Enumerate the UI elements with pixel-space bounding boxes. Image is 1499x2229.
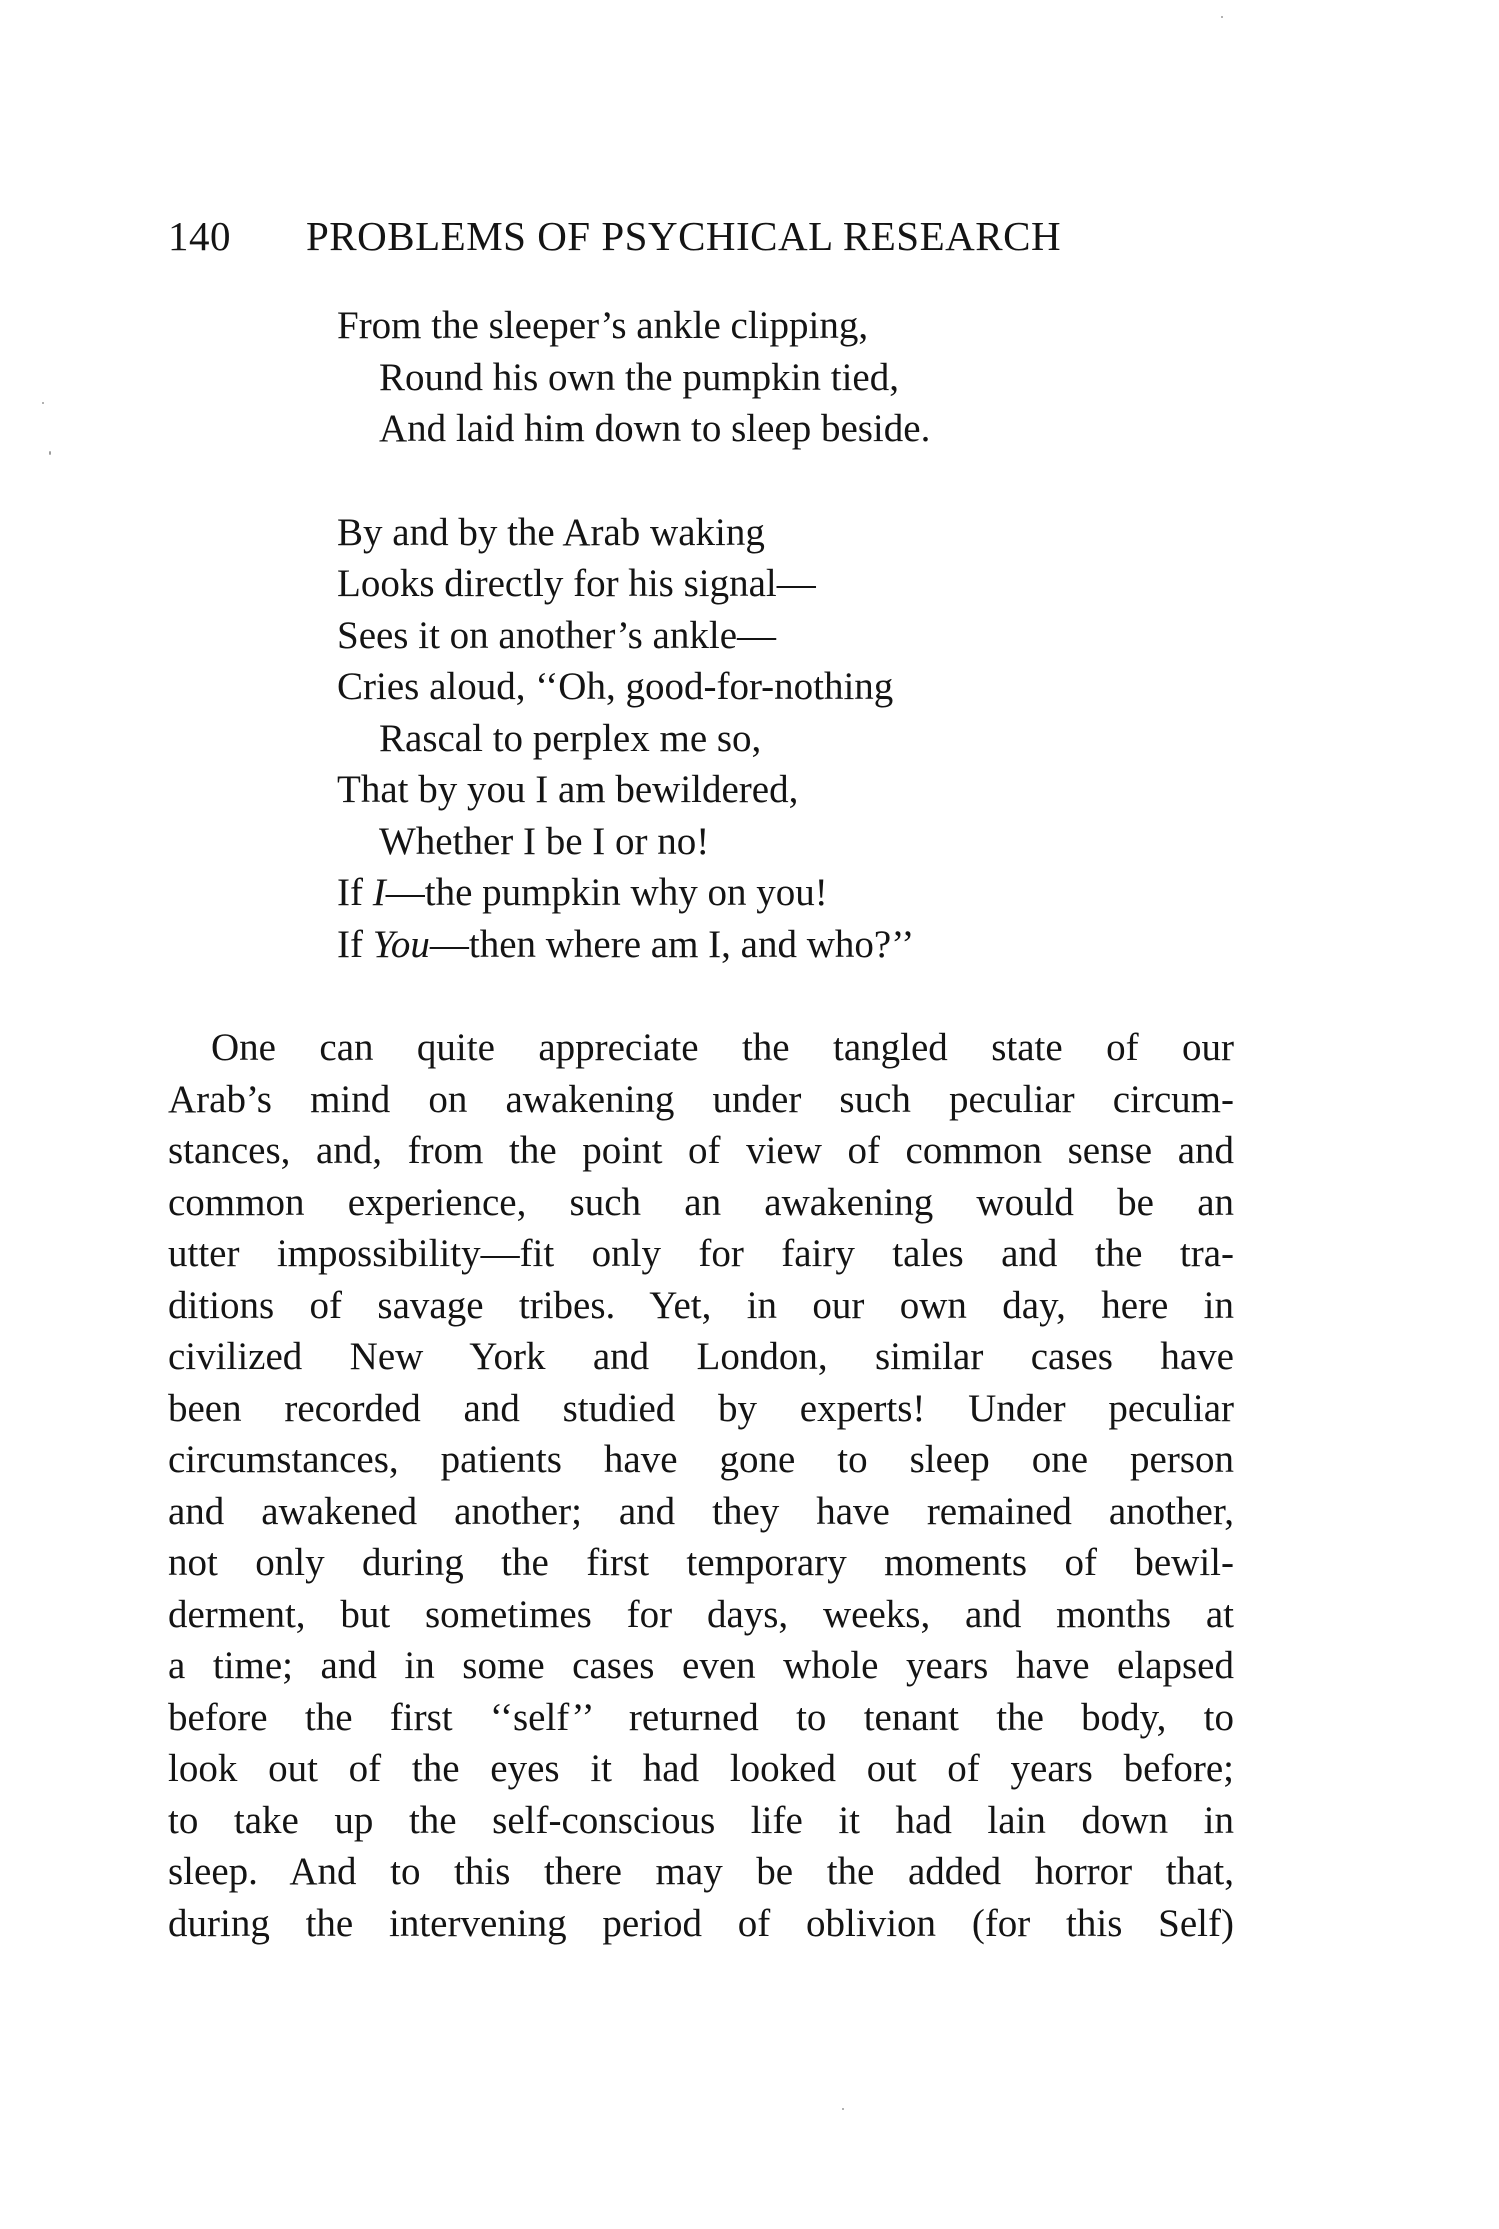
verse-line: [337, 919, 930, 971]
paper-speck: [49, 451, 51, 455]
paragraph-line: circumstances, patients have gone to sleep one person: [168, 1438, 1234, 1481]
paragraph-line: look out of the eyes it had looked out of years before;: [168, 1747, 1234, 1790]
body-paragraph: [168, 1022, 1234, 1949]
paper-speck: [842, 2108, 844, 2110]
running-head: [168, 212, 1234, 260]
verse-line: Sees it on another’s ankle—: [337, 613, 777, 657]
paragraph-line: before the first ‘‘self’’ returned to tenant the body, to: [168, 1695, 1234, 1739]
paragraph-line: derment, but sometimes for days, weeks, and months at: [168, 1592, 1234, 1636]
verse-line: [337, 867, 930, 919]
running-head-title: PROBLEMS OF PSYCHICAL RESEARCH: [306, 213, 1062, 259]
paragraph-line: utter impossibility—fit only for fairy tales and the tra-: [168, 1232, 1234, 1275]
page-number: 140: [168, 213, 231, 259]
paragraph-line: Arab’s mind on awakening under such peculiar circum-: [168, 1077, 1234, 1121]
verse-line: By and by the Arab waking: [337, 510, 765, 554]
verse-line: And laid him down to sleep beside.: [379, 407, 931, 450]
paragraph-line: to take up the self-conscious life it had lain down in: [168, 1798, 1234, 1842]
verse-line: Cries aloud, ‘‘Oh, good-for-nothing: [337, 665, 894, 708]
paragraph-line: ditions of savage tribes. Yet, in our own day, here in: [168, 1283, 1234, 1327]
poem-stanza: [337, 507, 930, 971]
paragraph-line: common experience, such an awakening would be an: [168, 1180, 1234, 1224]
verse-italic-text: I: [372, 871, 386, 914]
verse-text: —then where am I, and who?’’: [429, 922, 915, 966]
verse-line: Rascal to perplex me so,: [379, 716, 762, 760]
verse-line: That by you I am bewildered,: [337, 768, 799, 811]
paragraph-line: One can quite appreciate the tangled state of our: [211, 1026, 1234, 1069]
paragraph-line: and awakened another; and they have remained another,: [168, 1489, 1234, 1533]
paragraph-line: been recorded and studied by experts! Under peculiar: [168, 1386, 1234, 1430]
verse-italic-text: You: [372, 922, 430, 966]
verse-line: From the sleeper’s ankle clipping,: [337, 304, 869, 347]
verse-text: —the pumpkin why on you!: [385, 871, 828, 914]
paragraph-line: stances, and, from the point of view of common sense and: [168, 1129, 1234, 1172]
verse-text: If: [337, 871, 373, 914]
verse-line: Whether I be I or no!: [379, 819, 710, 863]
verse-line: Looks directly for his signal—: [337, 562, 816, 605]
poem: [337, 300, 930, 970]
verse-text: If: [337, 922, 373, 966]
paragraph-line: sleep. And to this there may be the added horror that,: [168, 1850, 1234, 1893]
paragraph-line: civilized New York and London, similar cases have: [168, 1335, 1234, 1378]
paragraph-line: during the intervening period of oblivion (for this Self): [168, 1901, 1234, 1945]
poem-stanza: [337, 300, 930, 455]
verse-line: Round his own the pumpkin tied,: [379, 355, 899, 399]
paragraph-line: a time; and in some cases even whole years have elapsed: [168, 1644, 1234, 1687]
paragraph-line: not only during the first temporary moments of bewil-: [168, 1541, 1234, 1584]
paper-speck: [1221, 16, 1223, 18]
paper-speck: [42, 402, 44, 404]
